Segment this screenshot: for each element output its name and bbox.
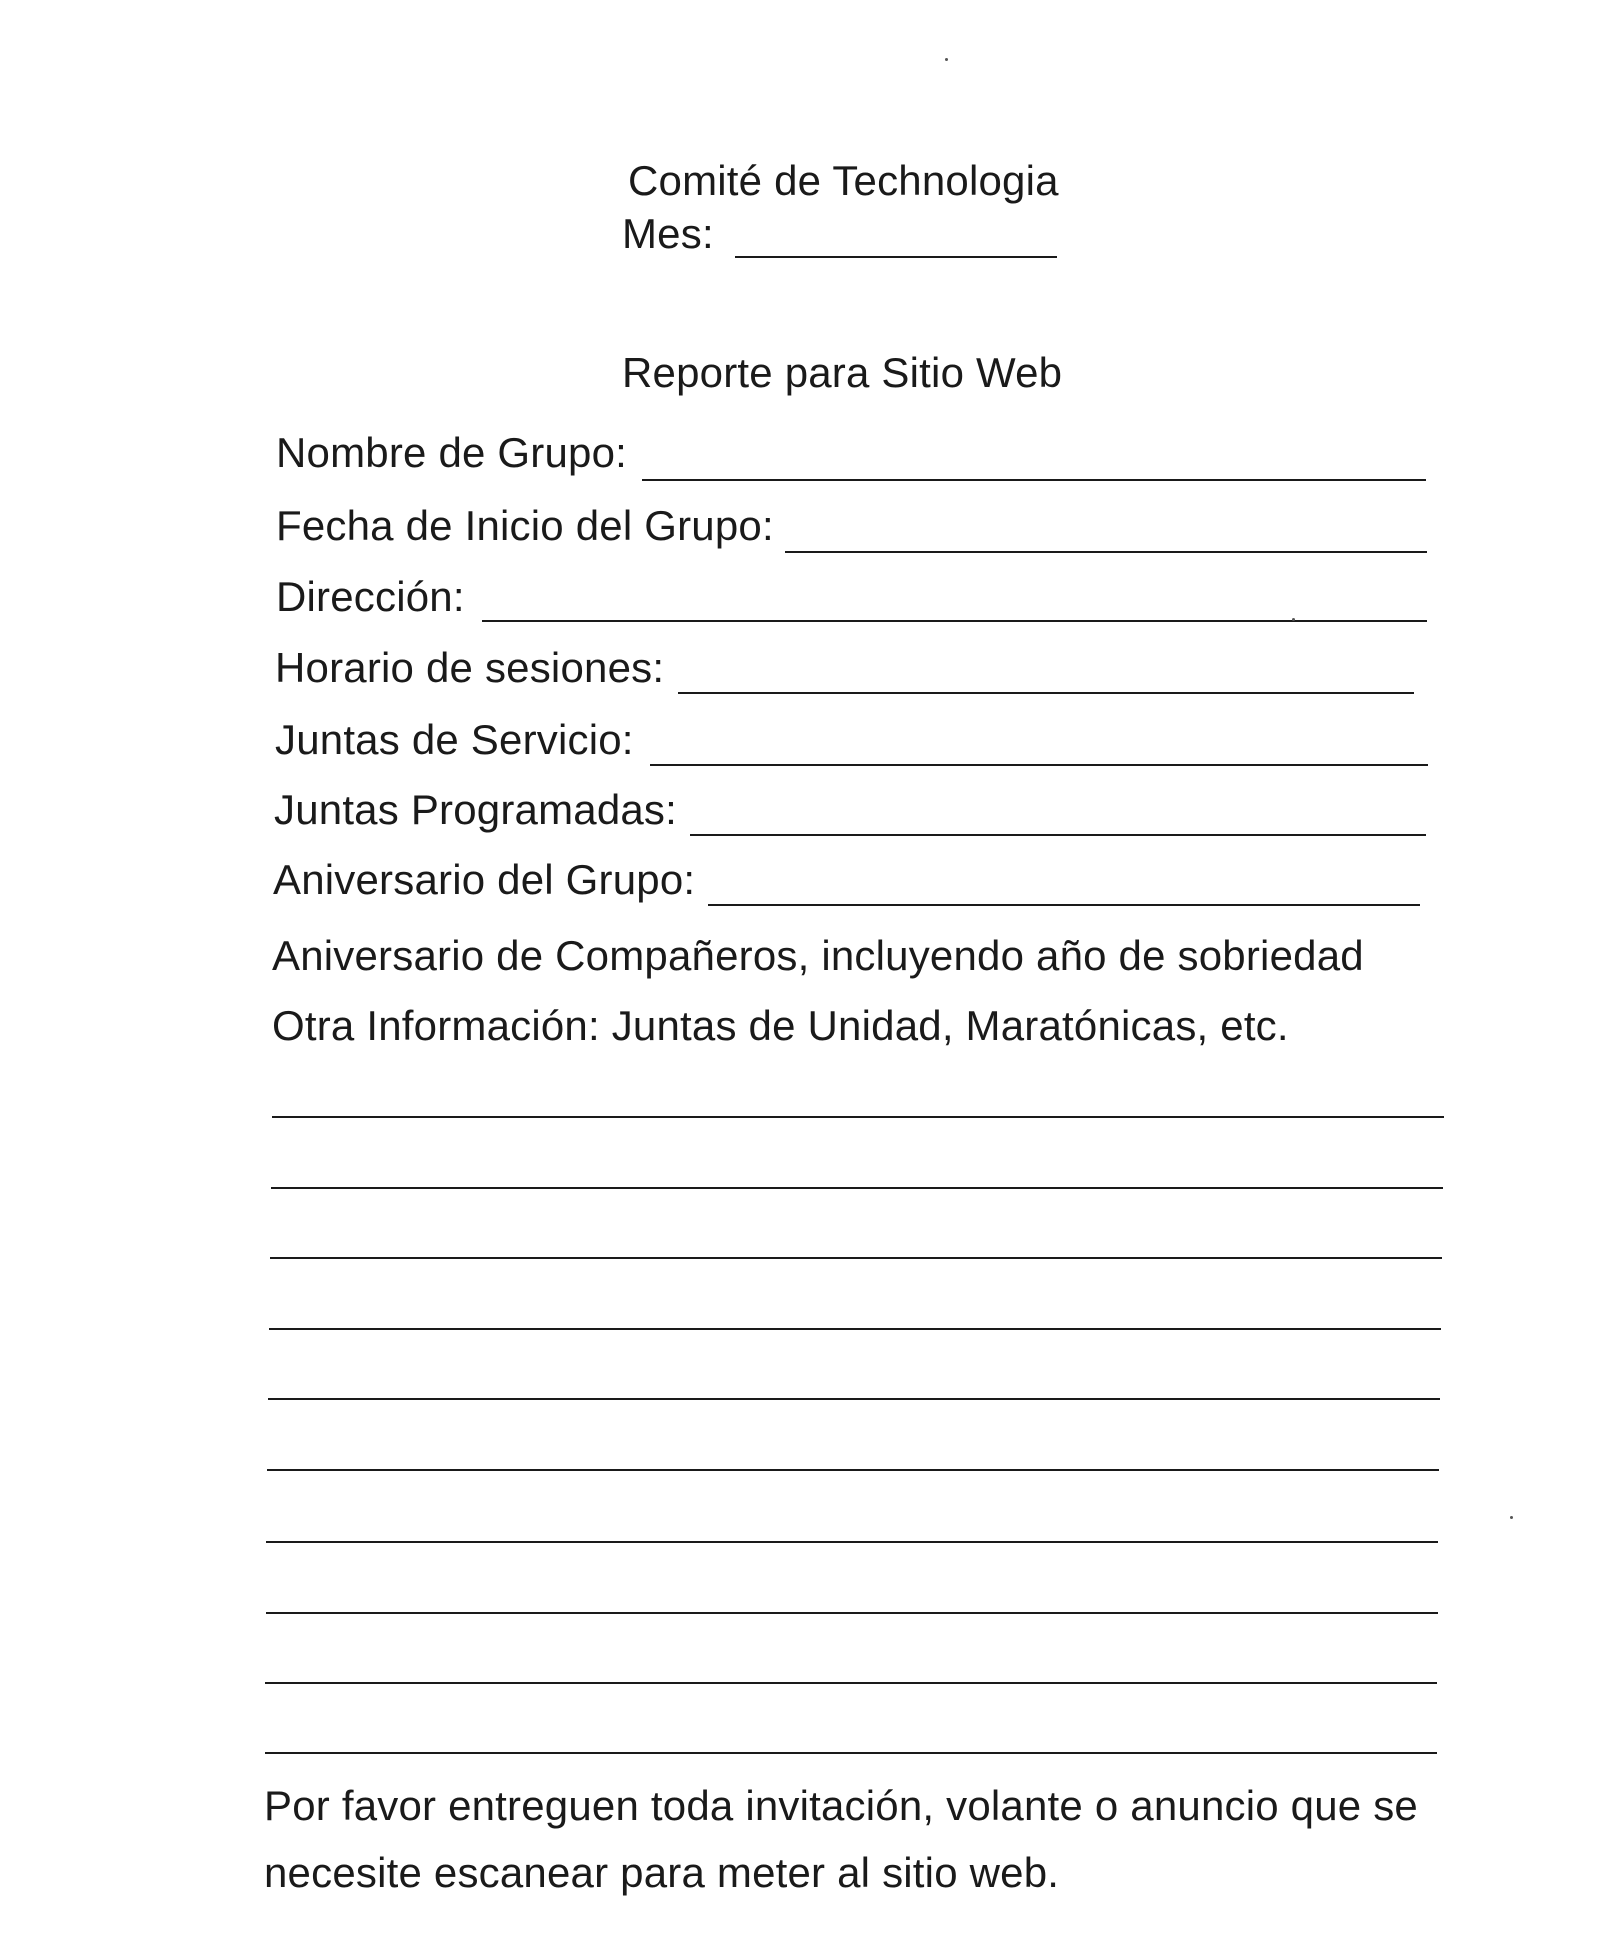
address-line[interactable] (482, 620, 1427, 622)
writing-line[interactable] (266, 1612, 1438, 1614)
form-title: Reporte para Sitio Web (622, 349, 1063, 396)
field-label-scheduled-meetings: Juntas Programadas: (274, 786, 678, 833)
start-date-line[interactable] (785, 551, 1427, 553)
writing-line[interactable] (269, 1328, 1441, 1330)
writing-line[interactable] (265, 1752, 1437, 1754)
field-label-service-meetings: Juntas de Servicio: (275, 716, 634, 763)
schedule-line[interactable] (678, 692, 1414, 694)
writing-line[interactable] (265, 1682, 1437, 1684)
writing-line[interactable] (271, 1187, 1443, 1189)
writing-line[interactable] (266, 1541, 1438, 1543)
month-label: Mes: (622, 210, 714, 257)
scan-speck (945, 58, 948, 61)
scheduled-meetings-line[interactable] (690, 834, 1426, 836)
writing-line[interactable] (272, 1116, 1444, 1118)
group-anniversary-line[interactable] (708, 904, 1420, 906)
writing-line[interactable] (267, 1469, 1439, 1471)
footer-line-2: necesite escanear para meter al sitio web. (264, 1849, 1060, 1896)
writing-line[interactable] (268, 1398, 1440, 1400)
other-info: Otra Información: Juntas de Unidad, Maratónicas, etc. (272, 1002, 1289, 1049)
scan-speck (1510, 1516, 1513, 1519)
field-label-start-date: Fecha de Inicio del Grupo: (276, 502, 774, 549)
field-label-group-anniversary: Aniversario del Grupo: (273, 856, 696, 903)
committee-title: Comité de Technologia (628, 157, 1059, 204)
writing-line[interactable] (270, 1257, 1442, 1259)
group-name-line[interactable] (642, 479, 1426, 481)
service-meetings-line[interactable] (650, 764, 1428, 766)
anniversary-note: Aniversario de Compañeros, incluyendo año de sobriedad (272, 932, 1364, 979)
month-line[interactable] (735, 256, 1057, 258)
field-label-address: Dirección: (276, 573, 465, 620)
footer-line-1: Por favor entreguen toda invitación, volante o anuncio que se (264, 1782, 1418, 1829)
field-label-schedule: Horario de sesiones: (275, 644, 665, 691)
scan-speck (1292, 618, 1295, 621)
field-label-group-name: Nombre de Grupo: (276, 429, 628, 476)
